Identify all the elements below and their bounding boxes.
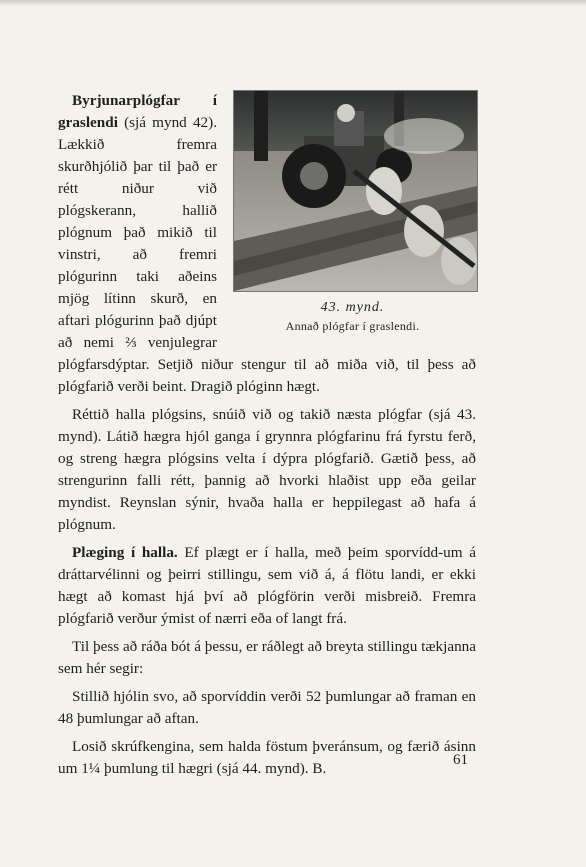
paragraph-text: Réttið halla plógsins, snúið við og takið næsta plógfar (sjá 43. mynd). Látið hægra hjól ganga í grynnra plógfarinu frá fyrstu ferð, og streng hægra plógsins velta í dýpra plógfarið. Gætið þess, að strengurinn falli rétt, þannig að hvorki hlaðist upp eða geilar myndist. Reynslan sýnir, hvaða halla er heppilegast að hafa á plógnum. xyxy=(58,406,476,533)
paragraph-text: Stillið hjólin svo, að sporvíddin verði 52 þumlungar að framan en 48 þumlungar að aftan. xyxy=(58,688,476,727)
paragraph-text: Til þess að ráða bót á þessu, er ráðlegt að breyta stillingu tækjanna sem hér segir: xyxy=(58,638,476,677)
figure-caption-title: 43. mynd. xyxy=(320,300,385,315)
paragraph-heading: Plæging í halla. xyxy=(72,544,178,561)
paragraph-text: Ef plægt er í halla, með þeim sporvídd-um á dráttarvélinni og þeirri stillingu, sem við á, á flötu landi, er ekki hægt að komast hjá því að plógförin verði misbreið. Fremra plógfarið verður ýmist of nærri eða of langt frá. xyxy=(58,544,476,627)
paragraph-4 xyxy=(58,636,476,680)
tractor-plowing-photo xyxy=(233,90,478,292)
paragraph-3 xyxy=(58,542,476,630)
paragraph-5 xyxy=(58,686,476,730)
page-number: 61 xyxy=(453,752,468,768)
body-text xyxy=(58,90,476,786)
paragraph-text: (sjá mynd 42). Lækkið fremra skurðhjólið þar til það er rétt niður við plógskerann, hallið plógnum það mikið til vinstri, að fremri plógurinn taki aðeins mjög lítinn skurð, en aftari plógurinn það djúpt að nemi ⅔ venjulegrar plógfarsdýptar. Setjið niður stengur til að miða við, til þess að plógfarið verði beint. Dragið plóginn hægt. xyxy=(58,114,476,395)
figure-caption-subtitle: Annað plógfar í graslendi. xyxy=(285,319,420,333)
page-edge-shadow xyxy=(0,0,586,6)
paragraph-6 xyxy=(58,736,476,780)
paragraph-heading: Byrjunarplógfar í graslendi xyxy=(58,92,217,131)
paragraph-text: Losið skrúfkengina, sem halda föstum þveránsum, og færið ásinn um 1¼ þumlung til hægri (sjá 44. mynd). B. xyxy=(58,738,476,777)
figure xyxy=(229,90,476,334)
paragraph-2 xyxy=(58,404,476,536)
photo-illustration xyxy=(234,91,477,291)
